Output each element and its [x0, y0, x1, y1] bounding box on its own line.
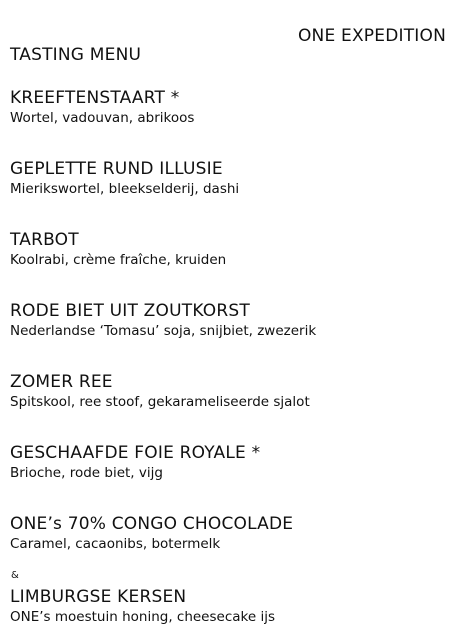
course-name: GESCHAAFDE FOIE ROYALE *: [10, 443, 261, 463]
course-name: KREEFTENSTAART *: [10, 88, 180, 108]
course-name: ZOMER REE: [10, 372, 113, 392]
brand-name: ONE EXPEDITION: [297, 26, 446, 46]
course-item: [10, 229, 450, 269]
course-name: TARBOT: [10, 230, 79, 250]
course-name: LIMBURGSE KERSEN: [10, 587, 187, 607]
ampersand-connector: &: [11, 570, 19, 581]
course-item: [10, 371, 450, 411]
course-item: [10, 586, 450, 626]
course-description: Koolrabi, crème fraîche, kruiden: [10, 252, 227, 268]
course-item: [10, 442, 450, 482]
course-description: Mierikswortel, bleekselderij, dashi: [10, 181, 240, 197]
course-item: [10, 300, 450, 340]
course-description: Spitskool, ree stoof, gekarameliseerde sjalot: [10, 394, 310, 410]
course-description: Caramel, cacaonibs, botermelk: [10, 536, 221, 552]
course-description: Nederlandse ‘Tomasu’ soja, snijbiet, zwezerik: [10, 323, 317, 339]
course-item: [10, 158, 450, 198]
course-name: ONE’s 70% CONGO CHOCOLADE: [10, 514, 294, 534]
menu-title: TASTING MENU: [10, 45, 142, 65]
course-description: ONE’s moestuin honing, cheesecake ijs: [10, 609, 275, 625]
course-item: [10, 513, 450, 553]
course-name: RODE BIET UIT ZOUTKORST: [10, 301, 250, 321]
course-description: Wortel, vadouvan, abrikoos: [10, 110, 195, 126]
course-item: [10, 87, 450, 127]
course-name: GEPLETTE RUND ILLUSIE: [10, 159, 223, 179]
course-description: Brioche, rode biet, vijg: [10, 465, 163, 481]
